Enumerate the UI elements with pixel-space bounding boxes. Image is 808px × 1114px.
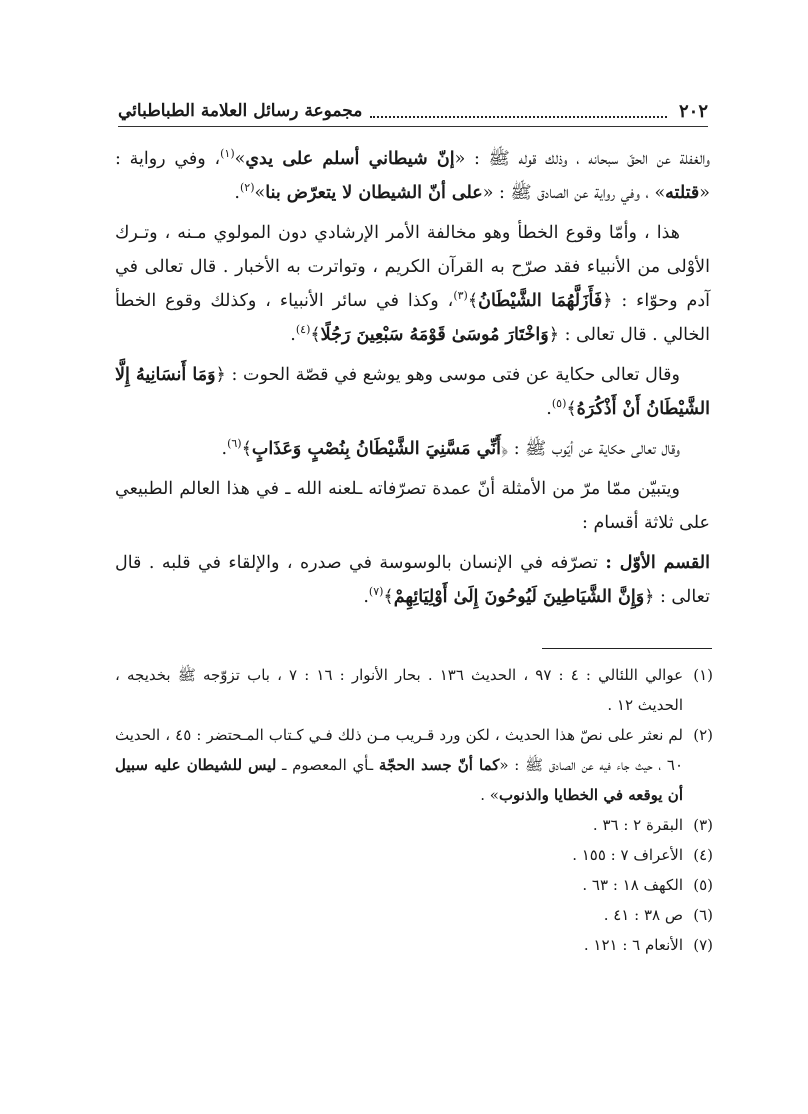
- footnote-number: (٤): [693, 846, 713, 864]
- text-run: ﴾: [467, 291, 479, 311]
- footnotes: [115, 660, 713, 960]
- footnote-7: [115, 930, 713, 960]
- footnote-3: [115, 810, 713, 840]
- paragraph-1: [115, 142, 710, 210]
- text-run: .: [290, 325, 296, 345]
- hadith-quote: قتلته: [665, 183, 700, 203]
- main-text: [115, 142, 710, 620]
- text-run: وقال تعالى حكاية عن فتى موسى وهو يوشع في قصّة الحوت : ﴿: [215, 365, 680, 385]
- text-run: ﴾: [310, 325, 321, 345]
- footnote-number: (٧): [693, 936, 713, 954]
- footnote-text: البقرة ٢ : ٣٦ .: [592, 816, 683, 834]
- paragraph-2: [115, 216, 710, 352]
- text-run: ويتبيّن ممّا مرّ من الأمثلة أنّ عمدة تصرّفاته ـلعنه الله ـ في هذا العالم الطبيعي على ثلاثة أقسام :: [115, 479, 710, 533]
- footnote-number: (٦): [693, 906, 713, 924]
- footnote-6: [115, 900, 713, 930]
- text-run: .: [546, 399, 552, 419]
- footnote-2: [115, 720, 713, 810]
- page-number: ٢٠٢: [678, 100, 708, 122]
- footnote-ref-7[interactable]: (٧): [368, 585, 384, 599]
- paragraph-4: [115, 432, 710, 466]
- footnote-text: الأعراف ٧ : ١٥٥ .: [572, 846, 683, 864]
- text-run: »: [234, 149, 246, 169]
- paragraph-3: [115, 358, 710, 426]
- hadith-quote: كما أنّ جسد الحجّة: [378, 756, 500, 774]
- paragraph-5: [115, 472, 710, 540]
- text-run: تصرّفه في الإنسان بالوسوسة في صدره ، والإلقاء في قلبه . قال تعالى : ﴿: [115, 553, 710, 607]
- text-run: ﴾: [566, 399, 577, 419]
- quran-verse: فَأَزَلَّهُمَا الشَّيْطَانُ: [478, 291, 603, 311]
- footnote-text: [115, 720, 683, 810]
- hadith-quote: ليس للشيطان عليه سبيل أن يوقعه في الخطايا والذنوب: [115, 756, 683, 804]
- footnote-ref-6[interactable]: (٦): [227, 437, 242, 451]
- text-run: هذا ، وأمّا وقوع الخطأ وهو مخالفة الأمر الإرشادي دون المولوي مـنه ، وتـرك الأوْلى من الأنبياء فقد صرّح به القرآن الكريم ، وتواترت به الأخبار . قال تعالى في آدم وحوّاء : ﴿: [115, 223, 710, 311]
- text-run: .: [234, 183, 240, 203]
- footnote-ref-5[interactable]: (٥): [551, 397, 567, 411]
- text-run: .: [363, 587, 369, 607]
- paragraph-6: [115, 546, 710, 614]
- footnote-number: (٢): [693, 726, 713, 744]
- text-run: ـأي المعصوم ـ: [276, 756, 379, 774]
- text-run: » ، وفي رواية عن الصادق ﷺ : «: [482, 183, 666, 203]
- footnote-1: [115, 660, 713, 720]
- text-run: »: [254, 183, 266, 203]
- quran-verse: وَاخْتَارَ مُوسَىٰ قَوْمَهُ سَبْعِينَ رَجُلًا: [320, 325, 549, 345]
- text-run: وقال تعالى حكاية عن أيّوب ﷺ : ﴿: [500, 439, 680, 459]
- footnote-text: الكهف ١٨ : ٦٣ .: [582, 876, 683, 894]
- hadith-quote: إنّ شيطاني أسلم على يدي: [245, 149, 455, 169]
- text-run: والغفلة عن الحقّ سبحانه ، وذلك قوله ﷺ : «: [454, 149, 710, 169]
- footnote-text: ص ٣٨ : ٤١ .: [603, 906, 683, 924]
- text-run: ، وفي رواية : «: [115, 149, 710, 203]
- header-divider: [118, 126, 708, 127]
- quran-verse: وَإِنَّ الشَّيَاطِينَ لَيُوحُونَ إِلَىٰ أَوْلِيَائِهِمْ: [393, 587, 645, 607]
- footnote-ref-3[interactable]: (٣): [453, 289, 468, 303]
- header-dot-leader: [370, 104, 667, 118]
- footnote-ref-1[interactable]: (١): [220, 147, 235, 161]
- footnote-5: [115, 870, 713, 900]
- quran-verse: وَمَا أَنسَانِيهُ إِلَّا الشَّيْطَانُ أَنْ أَذْكُرَهُ: [115, 365, 710, 419]
- text-run: .: [221, 439, 228, 459]
- text-run: » .: [480, 786, 499, 804]
- quran-verse: أَنِّي مَسَّنِيَ الشَّيْطَانُ بِنُصْبٍ وَعَذَابٍ: [251, 439, 501, 459]
- footnote-number: (٥): [693, 876, 713, 894]
- footnote-number: (١): [693, 666, 713, 684]
- text-run: ، وكذا في سائر الأنبياء ، وكذلك وقوع الخطأ الخالي . قال تعالى : ﴿: [115, 291, 710, 345]
- section-label: القسم الأوّل :: [605, 553, 710, 573]
- footnote-text: الأنعام ٦ : ١٢١ .: [583, 936, 683, 954]
- footnote-text: عوالي اللئالي : ٤ : ٩٧ ، الحديث ١٣٦ . بحار الأنوار : ١٦ : ٧ ، باب تزوّجه ﷺ بخديجه ، الحديث ١٢ .: [115, 666, 684, 714]
- footnote-ref-4[interactable]: (٤): [295, 323, 311, 337]
- footnote-ref-2[interactable]: (٢): [240, 181, 255, 195]
- text-run: لم نعثر على نصّ هذا الحديث ، لكن ورد قـريب مـن ذلك فـي كـتاب المـحتضر : ٤٥ ، الحديث ٦٠ ، حيث جاء فيه عن الصادق ﷺ : «: [115, 726, 684, 774]
- hadith-quote: على أنّ الشيطان لا يتعرّض بنا: [265, 183, 483, 203]
- footnote-number: (٣): [693, 816, 713, 834]
- footnote-4: [115, 840, 713, 870]
- footnote-divider: [542, 648, 712, 649]
- running-title: مجموعة رسائل العلامة الطباطبائي: [118, 101, 363, 121]
- text-run: ﴾: [383, 587, 394, 607]
- text-run: ﴾: [241, 439, 252, 459]
- page-header: [118, 96, 708, 126]
